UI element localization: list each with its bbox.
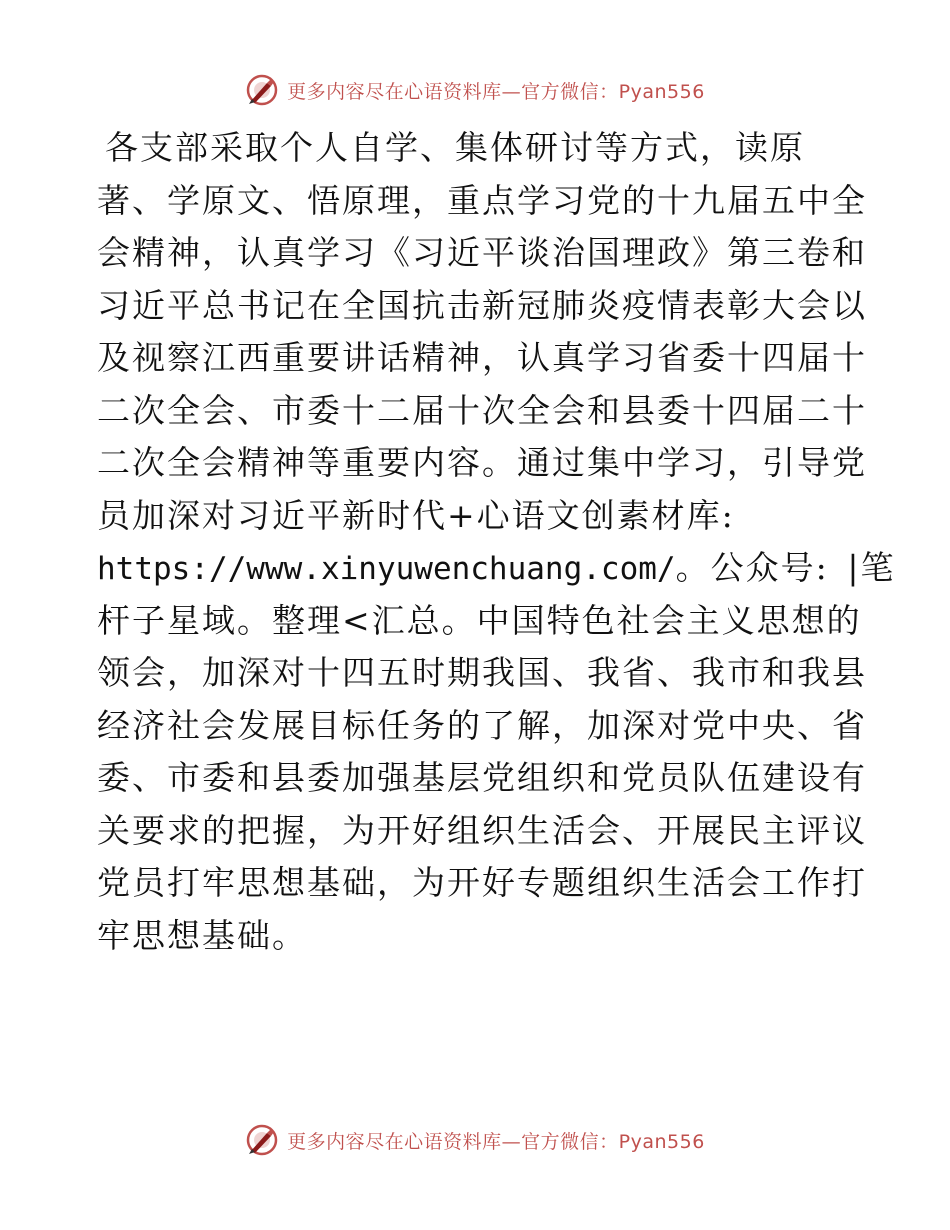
footer-watermark [0,1118,950,1162]
public-account-fragment: |笔 [847,548,896,587]
source-url: https://www.xinyuwenchuang.com/ [97,551,676,587]
document-line: 著、学原文、悟原理，重点学习党的十九届五中全 [97,180,867,220]
pen-circle-logo-icon [245,1123,279,1157]
document-body [97,122,896,962]
header-wechat-id: Pyan556 [618,80,705,103]
footer-watermark-text: 更多内容尽在心语资料库—官方微信：Pyan556 [287,1130,705,1153]
document-line: 各支部采取个人自学、集体研讨等方式，读原 [105,128,805,167]
header-watermark-text: 更多内容尽在心语资料库—官方微信：Pyan556 [287,80,705,103]
footer-wechat-id: Pyan556 [618,1130,705,1153]
header-watermark [0,68,950,112]
document-line: 习近平总书记在全国抗击新冠肺炎疫情表彰大会以 [97,285,867,325]
public-account-label: 。公众号: [675,548,829,587]
document-line: 牢思想基础。 [97,915,307,955]
document-line: 二次全会、市委十二届十次全会和县委十四届二十 [97,390,867,430]
document-line: 杆子星域。整理<汇总。中国特色社会主义思想的 [97,600,862,640]
document-line: 会精神，认真学习《习近平谈治国理政》第三卷和 [97,233,867,272]
document-line: 员加深对习近平新时代+心语文创素材库: [97,495,735,535]
document-line: 关要求的把握，为开好组织生活会、开展民主评议 [97,810,867,850]
document-line: 委、市委和县委加强基层党组织和党员队伍建设有 [97,758,867,797]
document-line: 二次全会精神等重要内容。通过集中学习，引导党 [97,443,867,482]
document-line: 经济社会发展目标任务的了解，加深对党中央、省 [97,705,867,745]
document-line: 党员打牢思想基础，为开好专题组织生活会工作打 [97,863,867,902]
document-url-line [97,542,896,595]
pen-circle-logo-icon [245,73,279,107]
document-line: 及视察江西重要讲话精神，认真学习省委十四届十 [97,338,867,377]
document-line: 领会，加深对十四五时期我国、我省、我市和我县 [97,653,867,692]
